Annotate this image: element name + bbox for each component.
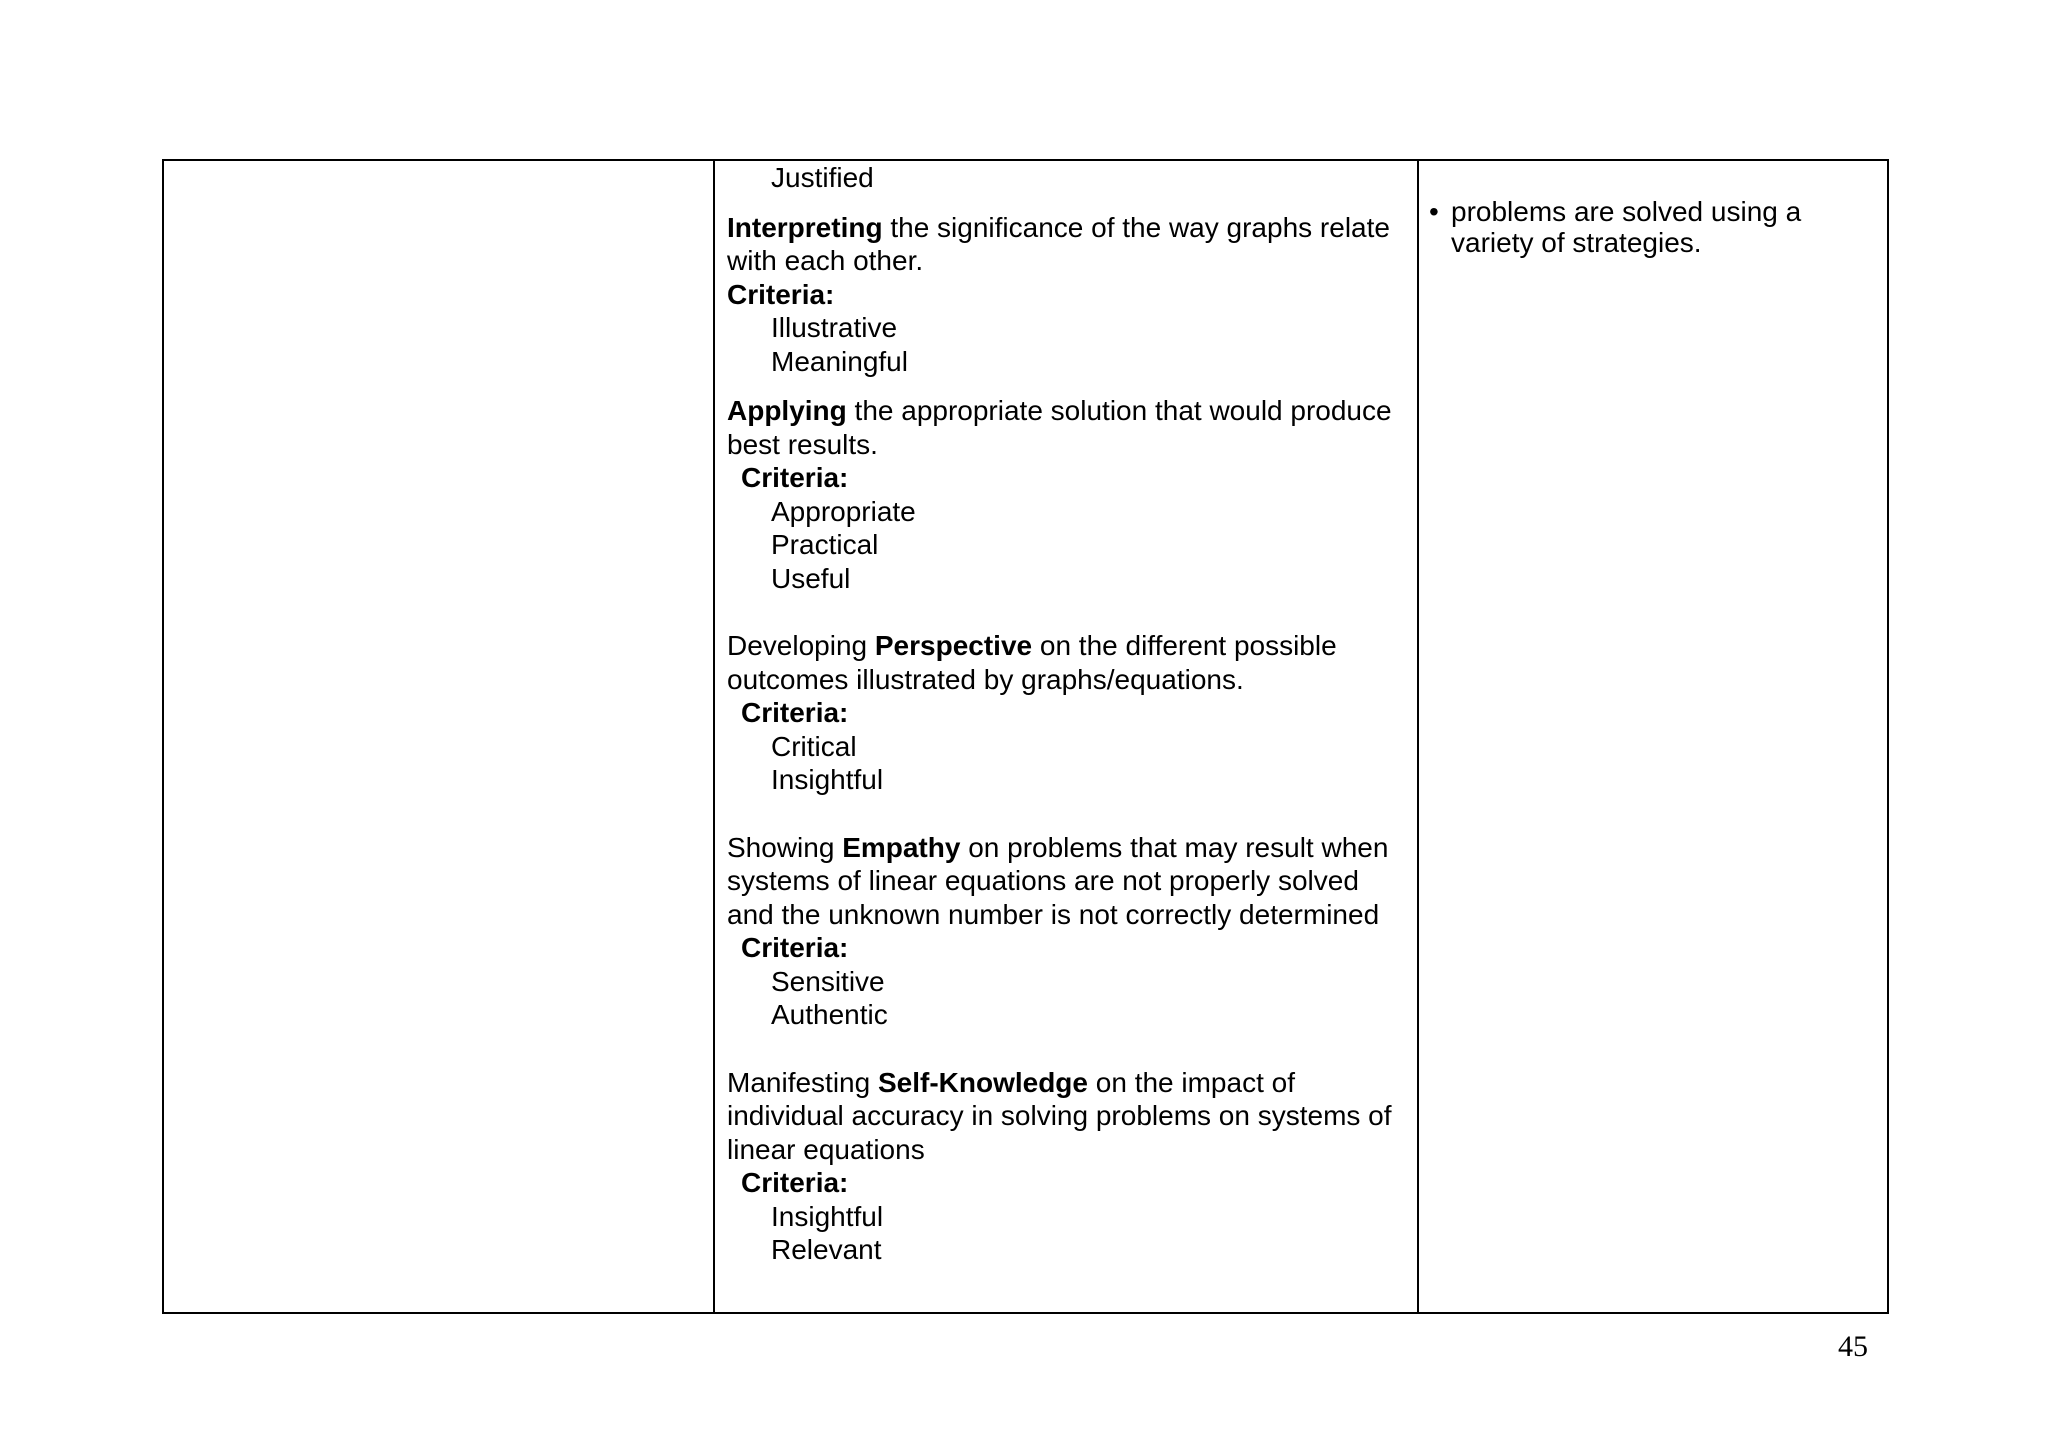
- section-keyword: Applying: [727, 395, 847, 426]
- criteria-label: Criteria:: [741, 932, 849, 963]
- criteria-item: Practical: [771, 529, 879, 560]
- criteria-item: Appropriate: [771, 495, 916, 527]
- column-divider-right: [1417, 161, 1419, 1312]
- page-number: 45: [1838, 1330, 1868, 1363]
- criteria-item: Critical: [771, 730, 857, 762]
- bullet-icon: •: [1429, 196, 1439, 227]
- outcomes-column: [1429, 196, 1869, 258]
- criteria-label: Criteria:: [741, 697, 849, 728]
- section-applying: [727, 394, 1407, 595]
- section-keyword: Empathy: [842, 831, 961, 863]
- list-item: [1429, 196, 1869, 258]
- criteria-item: Sensitive: [771, 965, 885, 997]
- column-divider-left: [713, 161, 715, 1312]
- criteria-label: Criteria:: [727, 278, 835, 310]
- criteria-label: Criteria:: [741, 1167, 849, 1198]
- continued-criteria-item: Justified: [771, 162, 874, 193]
- section-description: Developing Perspective on the different possible outcomes illustrated by graphs/equations.: [727, 630, 1337, 695]
- criteria-item: Insightful: [771, 764, 884, 795]
- criteria-item: Relevant: [771, 1234, 882, 1265]
- section-description: Manifesting Self-Knowledge on the impact of individual accuracy in solving problems on systems of linear equations: [727, 1066, 1392, 1165]
- section-keyword: Perspective: [874, 630, 1033, 661]
- content-table: [162, 159, 1889, 1314]
- section-description: Interpreting the significance of the way graphs relate with each other.: [727, 211, 1390, 276]
- bullet-text: problems are solved using a variety of strategies.: [1451, 196, 1802, 258]
- criteria-item: Illustrative: [771, 312, 898, 343]
- criteria-item: Useful: [771, 562, 851, 594]
- criteria-item: Meaningful: [771, 345, 908, 377]
- criteria-label: Criteria:: [741, 462, 849, 493]
- criteria-item: Insightful: [771, 1200, 884, 1232]
- section-empathy: [727, 831, 1407, 1032]
- section-description: Showing Empathy on problems that may result when systems of linear equations are not properly solved and the unknown number is not correctly determined: [727, 831, 1389, 930]
- section-keyword: Interpreting: [727, 211, 883, 243]
- section-description: Applying the appropriate solution that would produce best results.: [727, 395, 1392, 460]
- criteria-item: Authentic: [771, 999, 888, 1030]
- section-self-knowledge: [727, 1066, 1407, 1267]
- section-perspective: [727, 629, 1407, 797]
- assessment-column: [727, 161, 1407, 1267]
- section-interpreting: [727, 211, 1407, 379]
- section-keyword: Self-Knowledge: [877, 1066, 1088, 1098]
